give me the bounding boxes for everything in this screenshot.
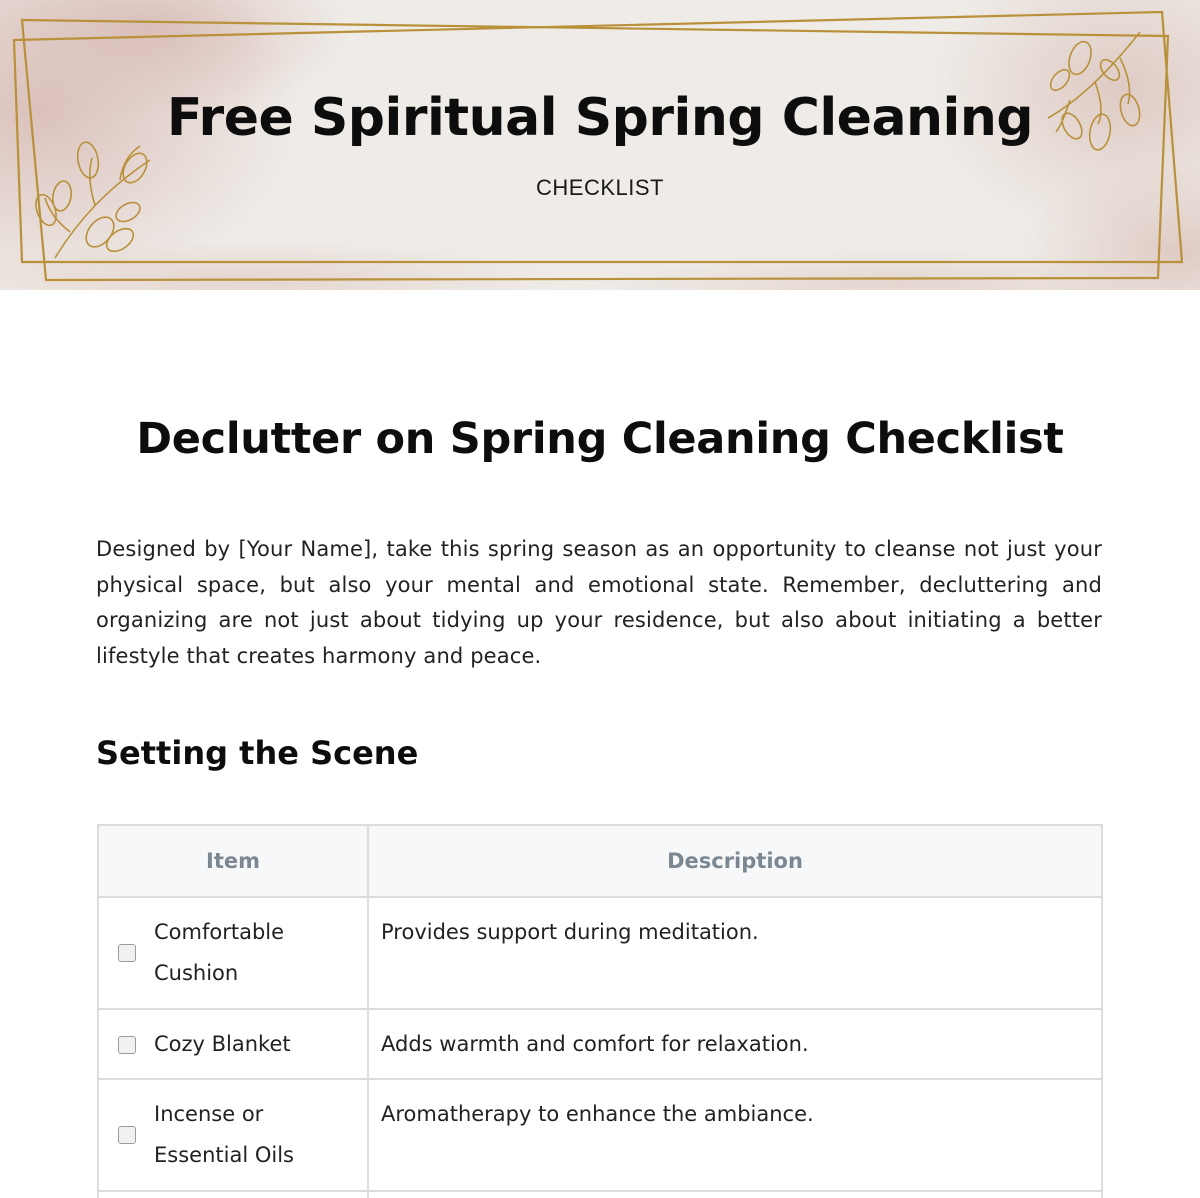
header-banner [0,0,1200,290]
page-title: Declutter on Spring Cleaning Checklist [136,414,1064,464]
item-label: Incense or Essential Oils [154,1102,294,1167]
checkbox[interactable] [118,944,136,962]
table-row [98,1191,1102,1198]
checklist-table [97,824,1103,1198]
column-header-item: Item [98,825,368,897]
table-row [98,1079,1102,1191]
item-label: Cozy Blanket [154,1032,291,1056]
item-label: Comfortable Cushion [154,920,285,985]
description-cell: Aromatherapy to enhance the ambiance. [368,1079,1102,1191]
table-row [98,897,1102,1009]
banner-title: Free Spiritual Spring Cleaning [166,88,1034,148]
checkbox[interactable] [118,1126,136,1144]
table-row [98,1009,1102,1079]
description-cell [368,1191,1102,1198]
description-cell: Adds warmth and comfort for relaxation. [368,1009,1102,1079]
item-cell [98,1191,368,1198]
item-cell [98,1079,368,1191]
checkbox[interactable] [118,1036,136,1054]
column-header-description: Description [368,825,1102,897]
banner-subtitle: CHECKLIST [536,175,664,200]
table-header-row [98,825,1102,897]
description-cell: Provides support during meditation. [368,897,1102,1009]
item-cell [98,897,368,1009]
intro-paragraph: Designed by [Your Name], take this spring season as an opportunity to cleanse not just your physical space, but also your mental and emotional state. Remember, decluttering and organizing are not just about tidying up your residence, but also about initiating a better lifestyle that creates harmony and peace. [96,537,1102,668]
item-cell [98,1009,368,1079]
section-heading: Setting the Scene [96,734,419,772]
